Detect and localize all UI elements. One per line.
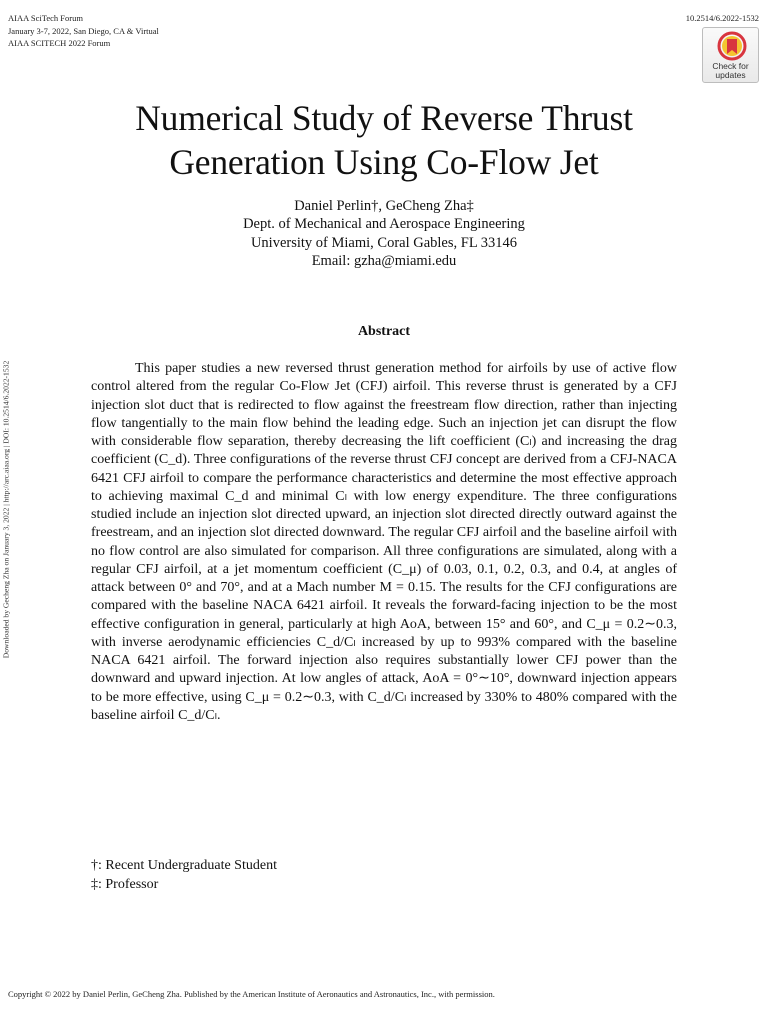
doi-label[interactable]: 10.2514/6.2022-1532 [685, 13, 759, 23]
author-names: Daniel Perlin†, GeCheng Zha‡ [294, 198, 474, 214]
author-university: University of Miami, Coral Gables, FL 33146 [250, 234, 518, 251]
abstract-text: This paper studies a new reversed thrust generation method for airfoils by use of active flow control altered from the regular Co-Flow Jet (CFJ) airfoil. This reverse thrust is generated by a CFJ injection slot duct that is redirected to flow against the freestream flow direction, rather than injecting flow tangentially to the main flow behind the leading edge. Such an injection jet can disrupt the flow with considerable flow separation, thereby decreasing the lift coefficient (Cₗ) and increasing the drag coefficient (C_d). Three configurations of the reverse thrust CFJ concept are derived from a CFJ-NACA 6421 CFJ airfoil to compare the performance characteristics and determine the most effective approach to achieving maximal C_d and minimal Cₗ with low energy expenditure. The three configurations studied include an injection slot directed upward, an injection slot directed directly outward against the freestream, and an injection slot directed downward. The regular CFJ airfoil and the baseline airfoil with no flow control are also simulated for comparison. All three configurations are simulated, along with a regular CFJ airfoil, at a jet momentum coefficient (C_μ) of 0.03, 0.1, 0.2, 0.3, and 0.4, at angles of attack between 0° and 70°, and at a Mach number M = 0.15. The results for the CFJ configurations are compared with the baseline NACA 6421 airfoil. It reveals the forward-facing injection to be the most effective configuration in general, particularly at high AoA, between 15° and 60°, and C_μ = 0.2∼0.3, with inverse aerodynamic efficiencies C_d/Cₗ increased by up to 993% compared with the baseline NACA 6421 airfoil. The forward injection also requires substantially lower CFJ power than the downward and upward injection. At low angles of attack, AoA = 0°∼10°, downward injection appears to be more effective, using C_μ = 0.2∼0.3, with C_d/Cₗ increased by 330% to 480% compared with the baseline airfoil C_d/Cₗ. [91, 361, 677, 723]
author-block [0, 197, 768, 270]
conference-line: January 3-7, 2022, San Diego, CA & Virtual [8, 25, 159, 36]
conference-line: AIAA SciTech Forum [8, 13, 83, 23]
paper-title [0, 96, 768, 184]
copyright-notice: Copyright © 2022 by Daniel Perlin, GeCheng Zha. Published by the American Institute of Aeronautics and Astronautics, Inc., with permission. [8, 989, 495, 999]
badge-text: updates [715, 70, 746, 80]
check-for-updates-badge[interactable] [702, 27, 759, 83]
conference-line: AIAA SCITECH 2022 Forum [8, 38, 111, 48]
footnote: ‡: Professor [91, 876, 159, 892]
badge-text: Check for [712, 61, 749, 71]
title-line: Numerical Study of Reverse Thrust [135, 98, 633, 138]
abstract-heading: Abstract [357, 324, 411, 339]
footnotes [91, 857, 277, 894]
footnote: †: Recent Undergraduate Student [91, 858, 277, 873]
title-line: Generation Using Co-Flow Jet [169, 142, 599, 182]
author-email[interactable]: Email: gzha@miami.edu [311, 252, 457, 269]
author-department: Dept. of Mechanical and Aerospace Engineering [243, 216, 525, 233]
download-sidebar: Downloaded by Gecheng Zha on January 3, 2022 | http://arc.aiaa.org | DOI: 10.2514/6.2022-1532 [1, 360, 11, 659]
conference-info [8, 12, 159, 50]
bookmark-ribbon-icon [717, 31, 747, 61]
